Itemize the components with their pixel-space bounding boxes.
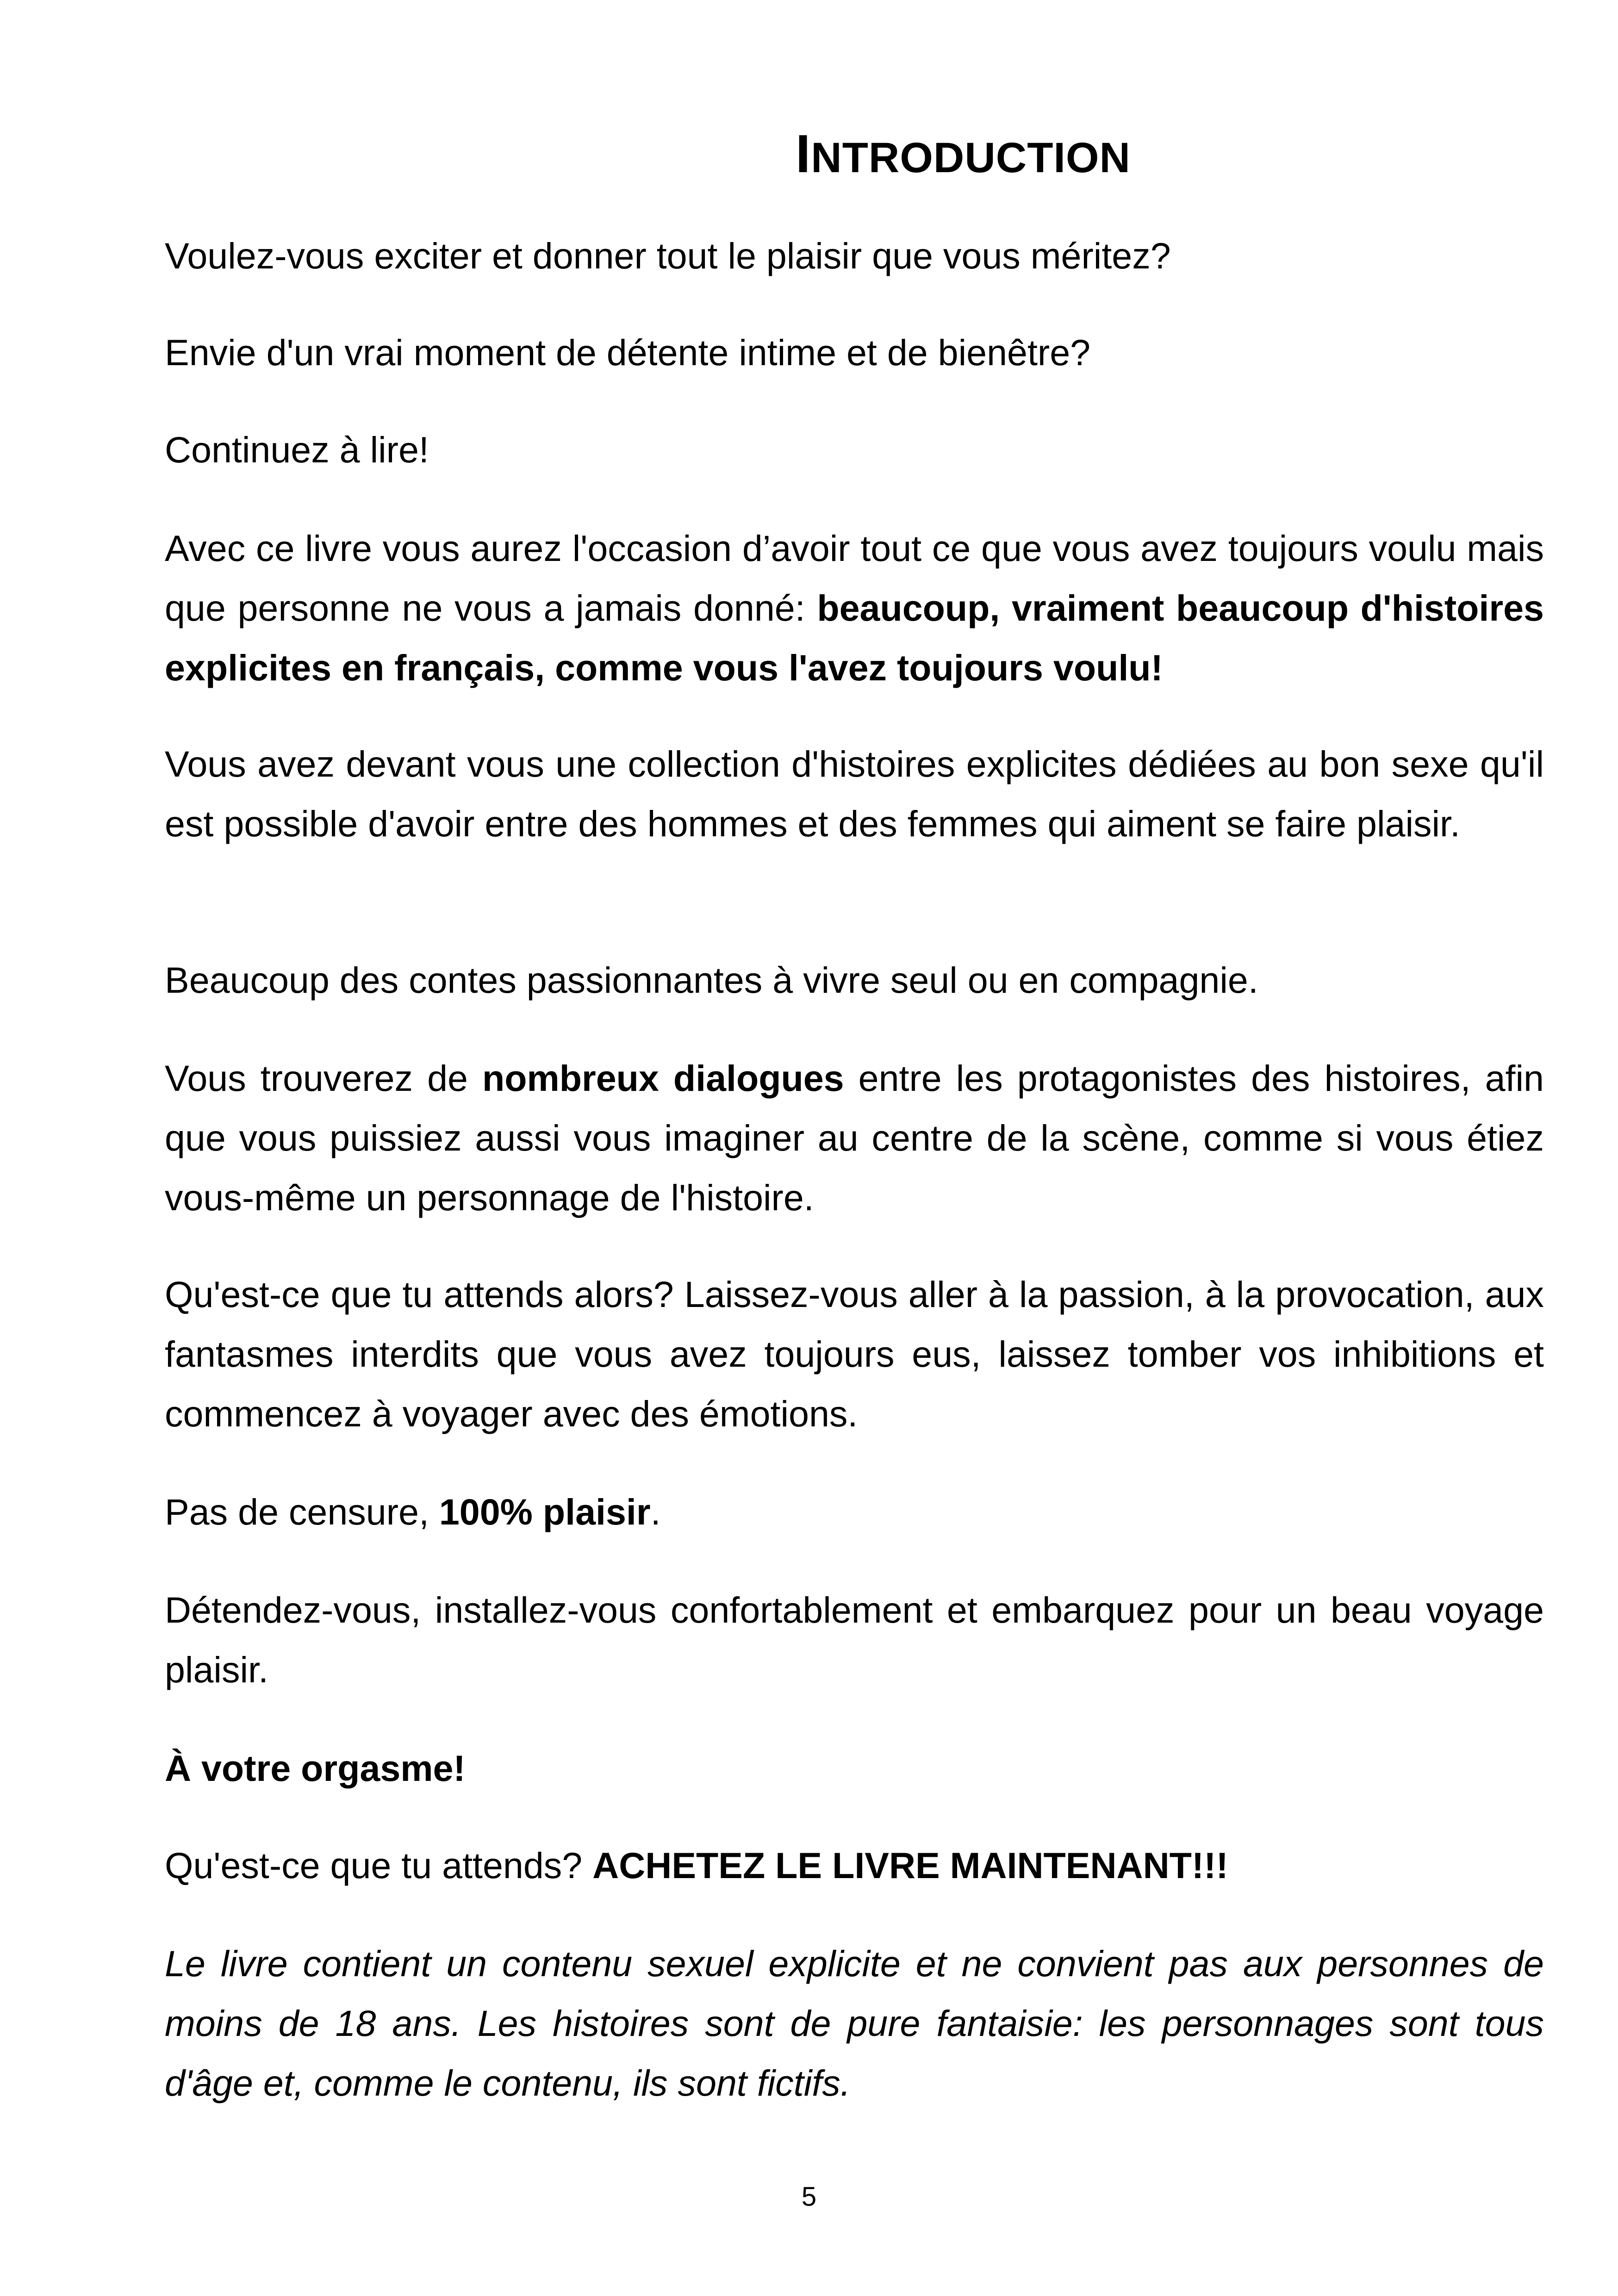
paragraph-13 [165, 1934, 1544, 2113]
paragraph-10 [165, 1580, 1544, 1699]
paragraph-4-regular: Avec ce livre vous aurez l'occasion d’avoir tout ce que vous avez toujours voulu mais que personne ne vous a jamais donné: [165, 528, 1544, 628]
paragraph-7-bold: nombreux dialogues [482, 1058, 844, 1099]
paragraph-9-period: . [650, 1491, 661, 1532]
paragraph-6 [165, 950, 1544, 1010]
chapter-title [165, 121, 1544, 190]
paragraph-9-text [165, 1482, 1544, 1542]
paragraph-3 [165, 420, 1544, 479]
paragraph-5-text: Vous avez devant vous une collection d'histoires explicites dédiées au bon sexe qu'il est possible d'avoir entre des hommes et des femmes qui aiment se faire plaisir. [165, 743, 1544, 844]
paragraph-3-text: Continuez à lire! [165, 429, 429, 470]
paragraph-8-text: Qu'est-ce que tu attends alors? Laissez-vous aller à la passion, à la provocation, aux fantasmes interdits que vous avez toujours eus, laissez tomber vos inhibitions et commencez à voyager avec des émotions. [165, 1274, 1544, 1434]
paragraph-9 [165, 1482, 1544, 1542]
paragraph-10-text: Détendez-vous, installez-vous confortablement et embarquez pour un beau voyage plaisir. [165, 1589, 1544, 1690]
paragraph-8 [165, 1264, 1544, 1444]
paragraph-6-text: Beaucoup des contes passionnantes à vivre seul ou en compagnie. [165, 959, 1258, 1001]
paragraph-9-bold: 100% plaisir [439, 1491, 651, 1532]
paragraph-7-text [165, 1048, 1544, 1227]
paragraph-12-bold: ACHETEZ LE LIVRE MAINTENANT!!! [592, 1845, 1228, 1886]
document-page [165, 0, 1544, 2296]
paragraph-13-text: Le livre contient un contenu sexuel explicite et ne convient pas aux personnes de moins de 18 ans. Les histoires sont de pure fantaisie: les personnages sont tous d'âge et, comme le contenu, ils sont fictifs. [165, 1943, 1544, 2103]
paragraph-11 [165, 1738, 1544, 1798]
paragraph-4-bold: beaucoup, vraiment beaucoup d'histoires explicites en français, comme vous l'avez toujours voulu! [165, 587, 1544, 688]
paragraph-12 [165, 1836, 1544, 1895]
paragraph-12-text [165, 1836, 1544, 1895]
chapter-title-initial: I [796, 124, 811, 184]
chapter-title-rest: NTRODUCTION [811, 134, 1131, 181]
paragraph-12-regular: Qu'est-ce que tu attends? [165, 1845, 593, 1886]
paragraph-2-text: Envie d'un vrai moment de détente intime et de bienêtre? [165, 332, 1091, 373]
paragraph-7 [165, 1048, 1544, 1227]
paragraph-4 [165, 518, 1544, 697]
paragraph-1 [165, 226, 1544, 286]
page-number: 5 [801, 2182, 817, 2212]
paragraph-7-regular-a: Vous trouverez de [165, 1058, 482, 1099]
paragraph-7-regular-b: entre les protagonistes des histoires, afin que vous puissiez aussi vous imaginer au centre de la scène, comme si vous étiez vous-même un personnage de l'histoire. [165, 1058, 1544, 1218]
paragraph-2 [165, 323, 1544, 382]
paragraph-9-regular: Pas de censure, [165, 1491, 439, 1532]
paragraph-11-text: À votre orgasme! [165, 1748, 466, 1789]
paragraph-5 [165, 734, 1544, 853]
paragraph-4-text [165, 518, 1544, 697]
paragraph-1-text: Voulez-vous exciter et donner tout le plaisir que vous méritez? [165, 235, 1171, 276]
